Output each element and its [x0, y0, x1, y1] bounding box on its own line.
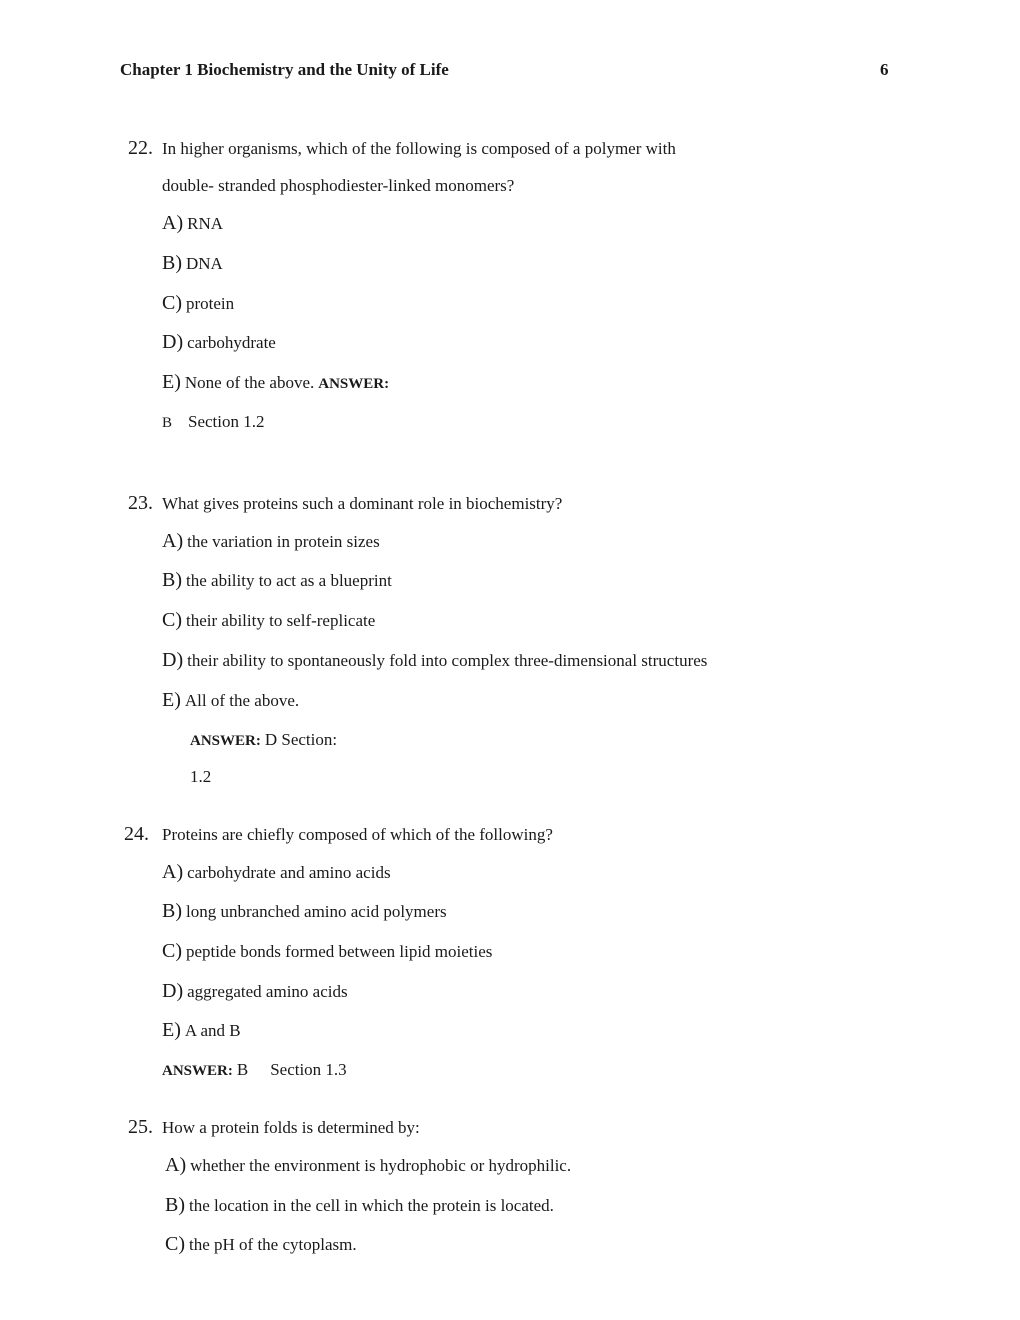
option-a [162, 530, 380, 553]
option-letter: A) [162, 861, 184, 883]
option-text: long unbranched amino acid polymers [186, 902, 447, 921]
option-a [162, 861, 391, 884]
page-number: 6 [880, 60, 889, 79]
option-text: the location in the cell in which the protein is located. [189, 1196, 554, 1215]
question-stem: Proteins are chiefly composed of which of the following? [162, 825, 553, 844]
option-text: All of the above. [184, 691, 300, 710]
option-text: carbohydrate [187, 333, 276, 352]
option-text: None of the above. [184, 373, 315, 392]
section-ref: 1.2 [190, 767, 212, 786]
option-a [162, 212, 223, 235]
answer-line [162, 1060, 347, 1080]
option-e [162, 689, 299, 712]
option-text: A and B [184, 1021, 241, 1040]
option-c [162, 609, 375, 632]
answer-label: ANSWER: [162, 1063, 233, 1079]
answer-value: D Section: [264, 730, 338, 749]
option-letter: B) [162, 252, 182, 274]
option-c [165, 1233, 357, 1256]
option-text: protein [186, 294, 235, 313]
option-b [162, 569, 392, 592]
answer-label: ANSWER: [318, 376, 390, 392]
option-b [165, 1194, 554, 1217]
answer-line [162, 412, 265, 432]
option-e [162, 1019, 241, 1042]
section-ref: Section 1.3 [270, 1060, 347, 1079]
option-letter: C) [162, 292, 182, 314]
option-c [162, 292, 234, 315]
option-letter: A) [165, 1154, 187, 1176]
option-text: the variation in protein sizes [187, 532, 380, 551]
question-stem: How a protein folds is determined by: [162, 1118, 420, 1137]
question-number: 23. [128, 492, 153, 514]
option-letter: E) [162, 371, 181, 393]
option-letter: B) [165, 1194, 185, 1216]
option-letter: B) [162, 569, 182, 591]
answer-value: B [236, 1060, 249, 1079]
option-c [162, 940, 492, 963]
option-text: carbohydrate and amino acids [187, 863, 391, 882]
question-stem: In higher organisms, which of the following is composed of a polymer with [162, 139, 676, 158]
option-text: their ability to self-replicate [186, 611, 376, 630]
option-text: the ability to act as a blueprint [186, 571, 392, 590]
question-stem: What gives proteins such a dominant role in biochemistry? [162, 494, 563, 513]
option-letter: D) [162, 331, 184, 353]
option-text: their ability to spontaneously fold into complex three-dimensional structures [187, 651, 708, 670]
option-b [162, 900, 447, 923]
option-letter: C) [165, 1233, 185, 1255]
option-letter: B) [162, 900, 182, 922]
option-letter: E) [162, 1019, 181, 1041]
option-letter: E) [162, 689, 181, 711]
option-text: whether the environment is hydrophobic or hydrophilic. [190, 1156, 572, 1175]
question-number: 22. [128, 137, 153, 159]
option-text: RNA [187, 214, 224, 233]
question-number: 24. [124, 823, 149, 845]
option-d [162, 980, 348, 1003]
option-d [162, 649, 707, 672]
answer-value: B [162, 415, 173, 431]
option-text: DNA [186, 254, 223, 273]
option-letter: A) [162, 212, 184, 234]
question-number: 25. [128, 1116, 153, 1138]
answer-line [190, 730, 337, 750]
section-ref: Section 1.2 [188, 412, 265, 431]
option-a [165, 1154, 571, 1177]
answer-label: ANSWER: [190, 733, 261, 749]
option-letter: D) [162, 980, 184, 1002]
option-e [162, 371, 389, 394]
chapter-title: Chapter 1 Biochemistry and the Unity of Life [120, 60, 449, 79]
option-b [162, 252, 223, 275]
option-letter: D) [162, 649, 184, 671]
option-text: peptide bonds formed between lipid moieties [186, 942, 493, 961]
option-letter: C) [162, 940, 182, 962]
option-text: aggregated amino acids [187, 982, 348, 1001]
option-letter: C) [162, 609, 182, 631]
option-text: the pH of the cytoplasm. [189, 1235, 357, 1254]
option-letter: A) [162, 530, 184, 552]
question-stem: double- stranded phosphodiester-linked monomers? [162, 176, 515, 195]
option-d [162, 331, 276, 354]
